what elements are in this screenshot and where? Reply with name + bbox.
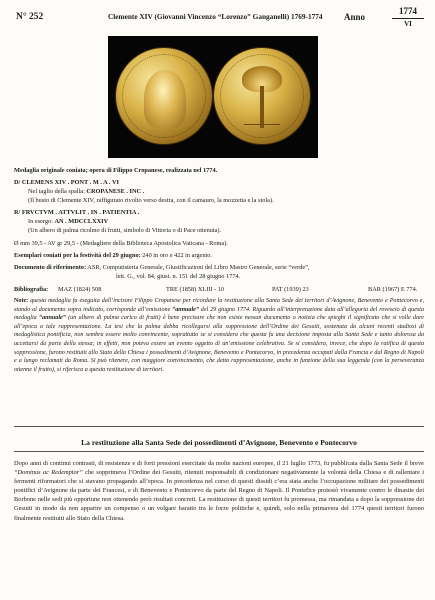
notes-paragraph: Note: questa medaglia fu eseguita dall’incisore Filippo Cropanese per ricordare la restituzione alla Santa Sede dei territori d’Avignone, Benevento e Pontecorvo e, stando al documento sopra indicato, corrisponde all’emissione “annuale” del 29 giugno 1774. Riguardo all’interpretazione data all’allegoria del rovescio di questa medaglia “annuale” (un albero di palma carico di frutti) è bene precisare che non esiste nessun documento o notizia che spieghi il significato che si volle dare all’epoca a tale rappresentazione. La tesi che la palma debba ricollegarsi alla soppressione dell’Ordine dei Gesuiti, sostenuta da alcuni recenti studiosi di medaglistica pontificia, non sembra essere molto convincente, soprattutto se si considera che questa fu una decisione imposta alla Santa Sede e tanto dolorosa da accettarsi da parte della stessa; in effetti, non poteva essere un evento oggetto di un’emissione celebrativa. Se si considera, invece, che dopo la ratifica di questa soppressione, furono restituiti allo Stato della Chiesa i possedimenti d’Avignone, Benevento e Pontecorvo, in precedenza occupati dalla Francia e dal Regno di Napoli e a lungo reclamati da Roma. Si può ritenere, con maggiore convincimento, che detta rappresentazione, anche in funzione della sua leggenda (con la perseveranza ottenne il frutto), si riferisca a questa restituzione di territori.: [14, 298, 425, 373]
pope-title: Clemente XIV (Giovanni Vincenzo “Lorenzo” Ganganelli) 1769-1774: [108, 12, 323, 21]
obverse-description: (Il busto di Clemente XIV, raffigurato rivolto verso destra, con il camauro, la mozzetta e la stola).: [28, 197, 274, 204]
year-value: 1774: [399, 6, 417, 16]
bibliography-item: PAT (1939) 23: [272, 286, 309, 293]
obverse-legend: D/ CLEMENS XIV . PONT . M . A . VI: [14, 179, 119, 186]
bibliography-item: TRE (1858) XLIII - 10: [166, 286, 225, 293]
bibliography-item: BAR (1967) E 774.: [368, 286, 418, 293]
medal-reverse-image: [214, 48, 310, 144]
medal-specs: Ø mm 39,5 - AV gr 29,5 - (Medagliere della Biblioteca Apostolica Vaticana - Roma).: [14, 240, 228, 247]
pope-bust-relief: [144, 70, 186, 128]
anno-label: Anno: [344, 12, 366, 22]
catalog-number: N° 252: [16, 12, 44, 22]
medal-photo: [108, 36, 318, 158]
bibliography: [14, 285, 424, 294]
reverse-exergue-note: In esergo: AN . MDCCLXXIV: [28, 218, 109, 225]
section-rule-top: [14, 426, 424, 427]
palm-trunk-relief: [260, 86, 264, 128]
exergue-line: [244, 124, 280, 125]
obverse-edge-note: Nel taglio della spalla: CROPANESE . INC .: [28, 188, 145, 195]
reverse-description: (Un albero di palma ricolmo di frutti, simbolo di Vittoria o di Pace ottenuta).: [28, 227, 222, 234]
section-paragraph: Dopo anni di continui contrasti, di resistenze e di forti pressioni esercitate da molte nazioni europee, il 21 luglio 1773, fu pubblicata dalla Santa Sede il breve “Dominus ac Redemptor” che sopprimeva l’Ordine dei Gesuiti, ritenuti responsabili di condizionare negativamente la volontà della Chiesa e di rallentare i fermenti riformatori che si stavano propagando all’epoca. In precedenza nel corso di questi dissidi c’era stata anche l’occupazione militare dei possedimenti pontifici d’Avignone da parte dei Francesi, e di Benevento e Pontecorvo da parte del Regno di Napoli. Il Pontefice protestò vivamente contro le dinastie dei Borbone nelle sedi più opportune non ottenendo però risultati concreti. La restituzione di questi territori fu promessa, ma rimandata a dopo la soppressione dei Gesuiti in modo da non apparire un compenso o un volgare baratto tra le forze politiche e, quindi, solo nella primavera del 1774 questi territori furono finalmente restituiti allo Stato della Chiesa.: [14, 460, 424, 522]
reference-document-cont: lett. G., vol. 84, giust. n. 151 del 28 giugno 1774.: [116, 273, 241, 280]
section-title: La restituzione alla Santa Sede dei possedimenti d’Avignone, Benevento e Pontecorvo: [81, 438, 357, 447]
medal-caption: Medaglia originale coniata; opera di Filippo Cropanese, realizzata nel 1774.: [14, 167, 218, 174]
year-divider: [392, 18, 424, 19]
minted-copies: Esemplari coniati per la festività del 29 giugno: 240 in oro e 422 in argento.: [14, 252, 212, 259]
section-rule-bottom: [14, 451, 424, 452]
reverse-legend: R/ FRVCTVM . ATTVLIT . IN . PATIENTIA .: [14, 209, 140, 216]
pontificate-year: VI: [404, 20, 412, 28]
bibliography-item: MAZ (1824) 508: [58, 286, 102, 293]
reference-document: Documento di riferimento: ASR, Computisteria Generale, Giustificazioni del Libro Mastro Generale, serie “verde”,: [14, 264, 310, 271]
bibliography-label: Bibliografia:: [14, 286, 49, 293]
medal-obverse-image: [116, 48, 212, 144]
